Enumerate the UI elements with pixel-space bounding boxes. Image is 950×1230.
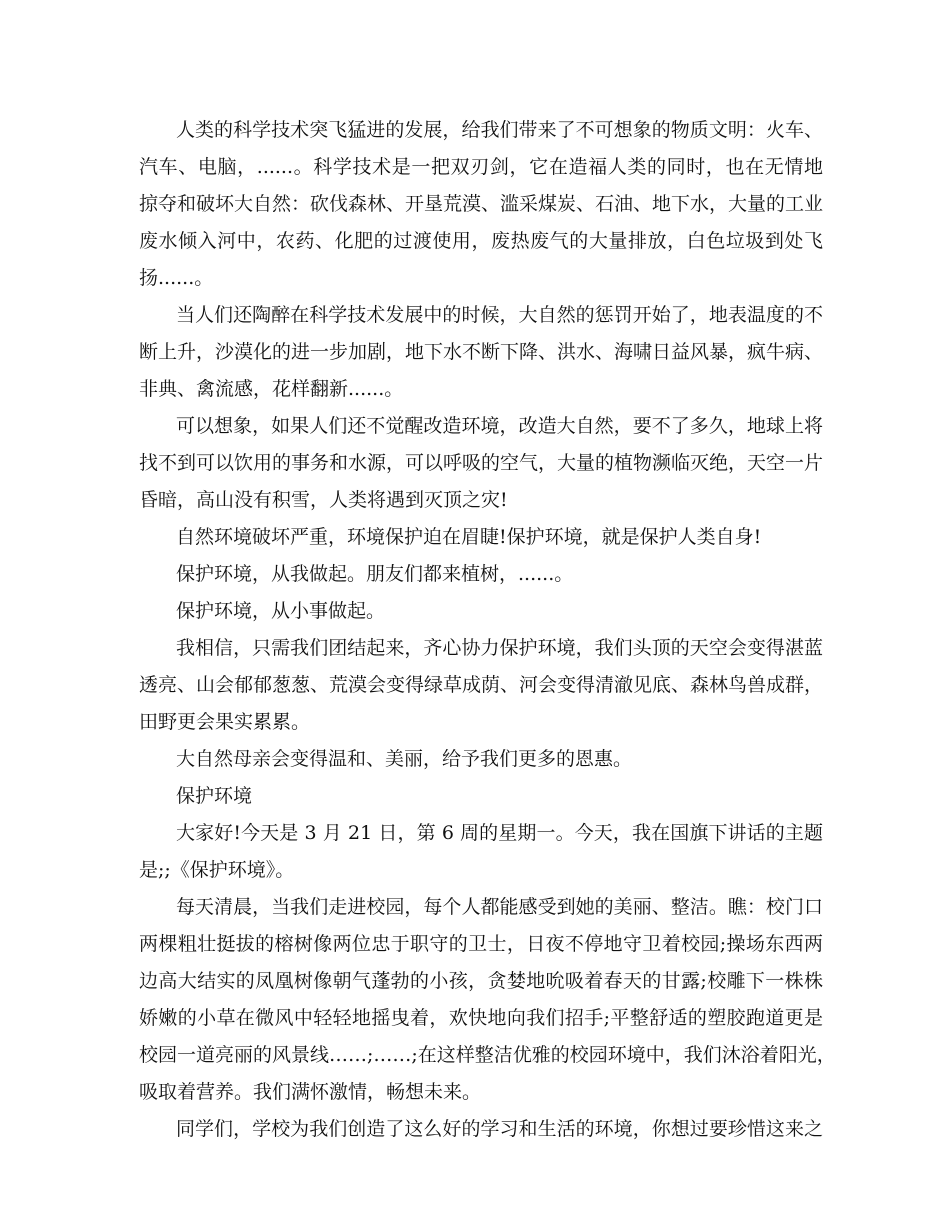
text-line: 每天清晨，当我们走进校园，每个人都能感受到她的美丽、整洁。瞧：校门口	[176, 896, 823, 918]
text-line: 找不到可以饮用的事务和水源，可以呼吸的空气，大量的植物濒临灭绝，天空一片	[139, 452, 824, 474]
text-line: 吸取着营养。我们满怀激情，畅想未来。	[139, 1081, 482, 1103]
section-heading: 保护环境	[176, 785, 253, 807]
text-line: 人类的科学技术突飞猛进的发展，给我们带来了不可想象的物质文明：火车、	[176, 119, 823, 141]
text-line: 边高大结实的凤凰树像朝气蓬勃的小孩，贪婪地吮吸着春天的甘露;校雕下一株株	[139, 970, 823, 992]
text-line: 校园一道亮丽的风景线……;……;在这样整洁优雅的校园环境中，我们沐浴着阳光，	[139, 1044, 836, 1066]
text-line: 娇嫩的小草在微风中轻轻地摇曳着，欢快地向我们招手;平整舒适的塑胶跑道更是	[139, 1007, 823, 1029]
text-line: 昏暗，高山没有积雪，人类将遇到灭顶之灾!	[139, 489, 508, 511]
text-line: 掠夺和破坏大自然：砍伐森林、开垦荒漠、滥采煤炭、石油、地下水，大量的工业	[139, 193, 824, 215]
text-line: 自然环境破坏严重，环境保护迫在眉睫!保护环境，就是保护人类自身!	[176, 526, 762, 548]
text-line: 大家好!今天是 3 月 21 日，第 6 周的星期一。今天，我在国旗下讲话的主题	[176, 822, 823, 844]
text-line: 同学们，学校为我们创造了这么好的学习和生活的环境，你想过要珍惜这来之	[176, 1118, 823, 1140]
text-line: 废水倾入河中，农药、化肥的过渡使用，废热废气的大量排放，白色垃圾到处飞	[139, 230, 823, 252]
text-line: 透亮、山会郁郁葱葱、荒漠会变得绿草成荫、河会变得清澈见底、森林鸟兽成群，	[139, 674, 824, 696]
text-line: 我相信，只需我们团结起来，齐心协力保护环境，我们头顶的天空会变得湛蓝	[176, 637, 823, 659]
text-line: 两棵粗壮挺拔的榕树像两位忠于职守的卫士，日夜不停地守卫着校园;操场东西两	[139, 933, 823, 955]
text-line: 非典、禽流感，花样翻新......。	[139, 378, 404, 400]
text-line: 扬......。	[139, 267, 214, 289]
document-body	[139, 112, 836, 1148]
text-line: 田野更会果实累累。	[139, 711, 311, 733]
text-line: 保护环境，从小事做起。	[176, 600, 386, 622]
text-line: 是;;《保护环境》。	[139, 859, 295, 881]
text-line: 保护环境，从我做起。朋友们都来植树，......。	[176, 563, 574, 585]
text-line: 可以想象，如果人们还不觉醒改造环境，改造大自然，要不了多久，地球上将	[176, 415, 823, 437]
text-line: 当人们还陶醉在科学技术发展中的时候，大自然的惩罚开始了，地表温度的不	[176, 304, 823, 326]
text-line: 断上升，沙漠化的进一步加剧，地下水不断下降、洪水、海啸日益风暴，疯牛病、	[139, 341, 824, 363]
text-line: 汽车、电脑，......。科学技术是一把双刃剑，它在造福人类的同时，也在无情地	[139, 156, 823, 178]
text-line: 大自然母亲会变得温和、美丽，给予我们更多的恩惠。	[176, 748, 633, 770]
